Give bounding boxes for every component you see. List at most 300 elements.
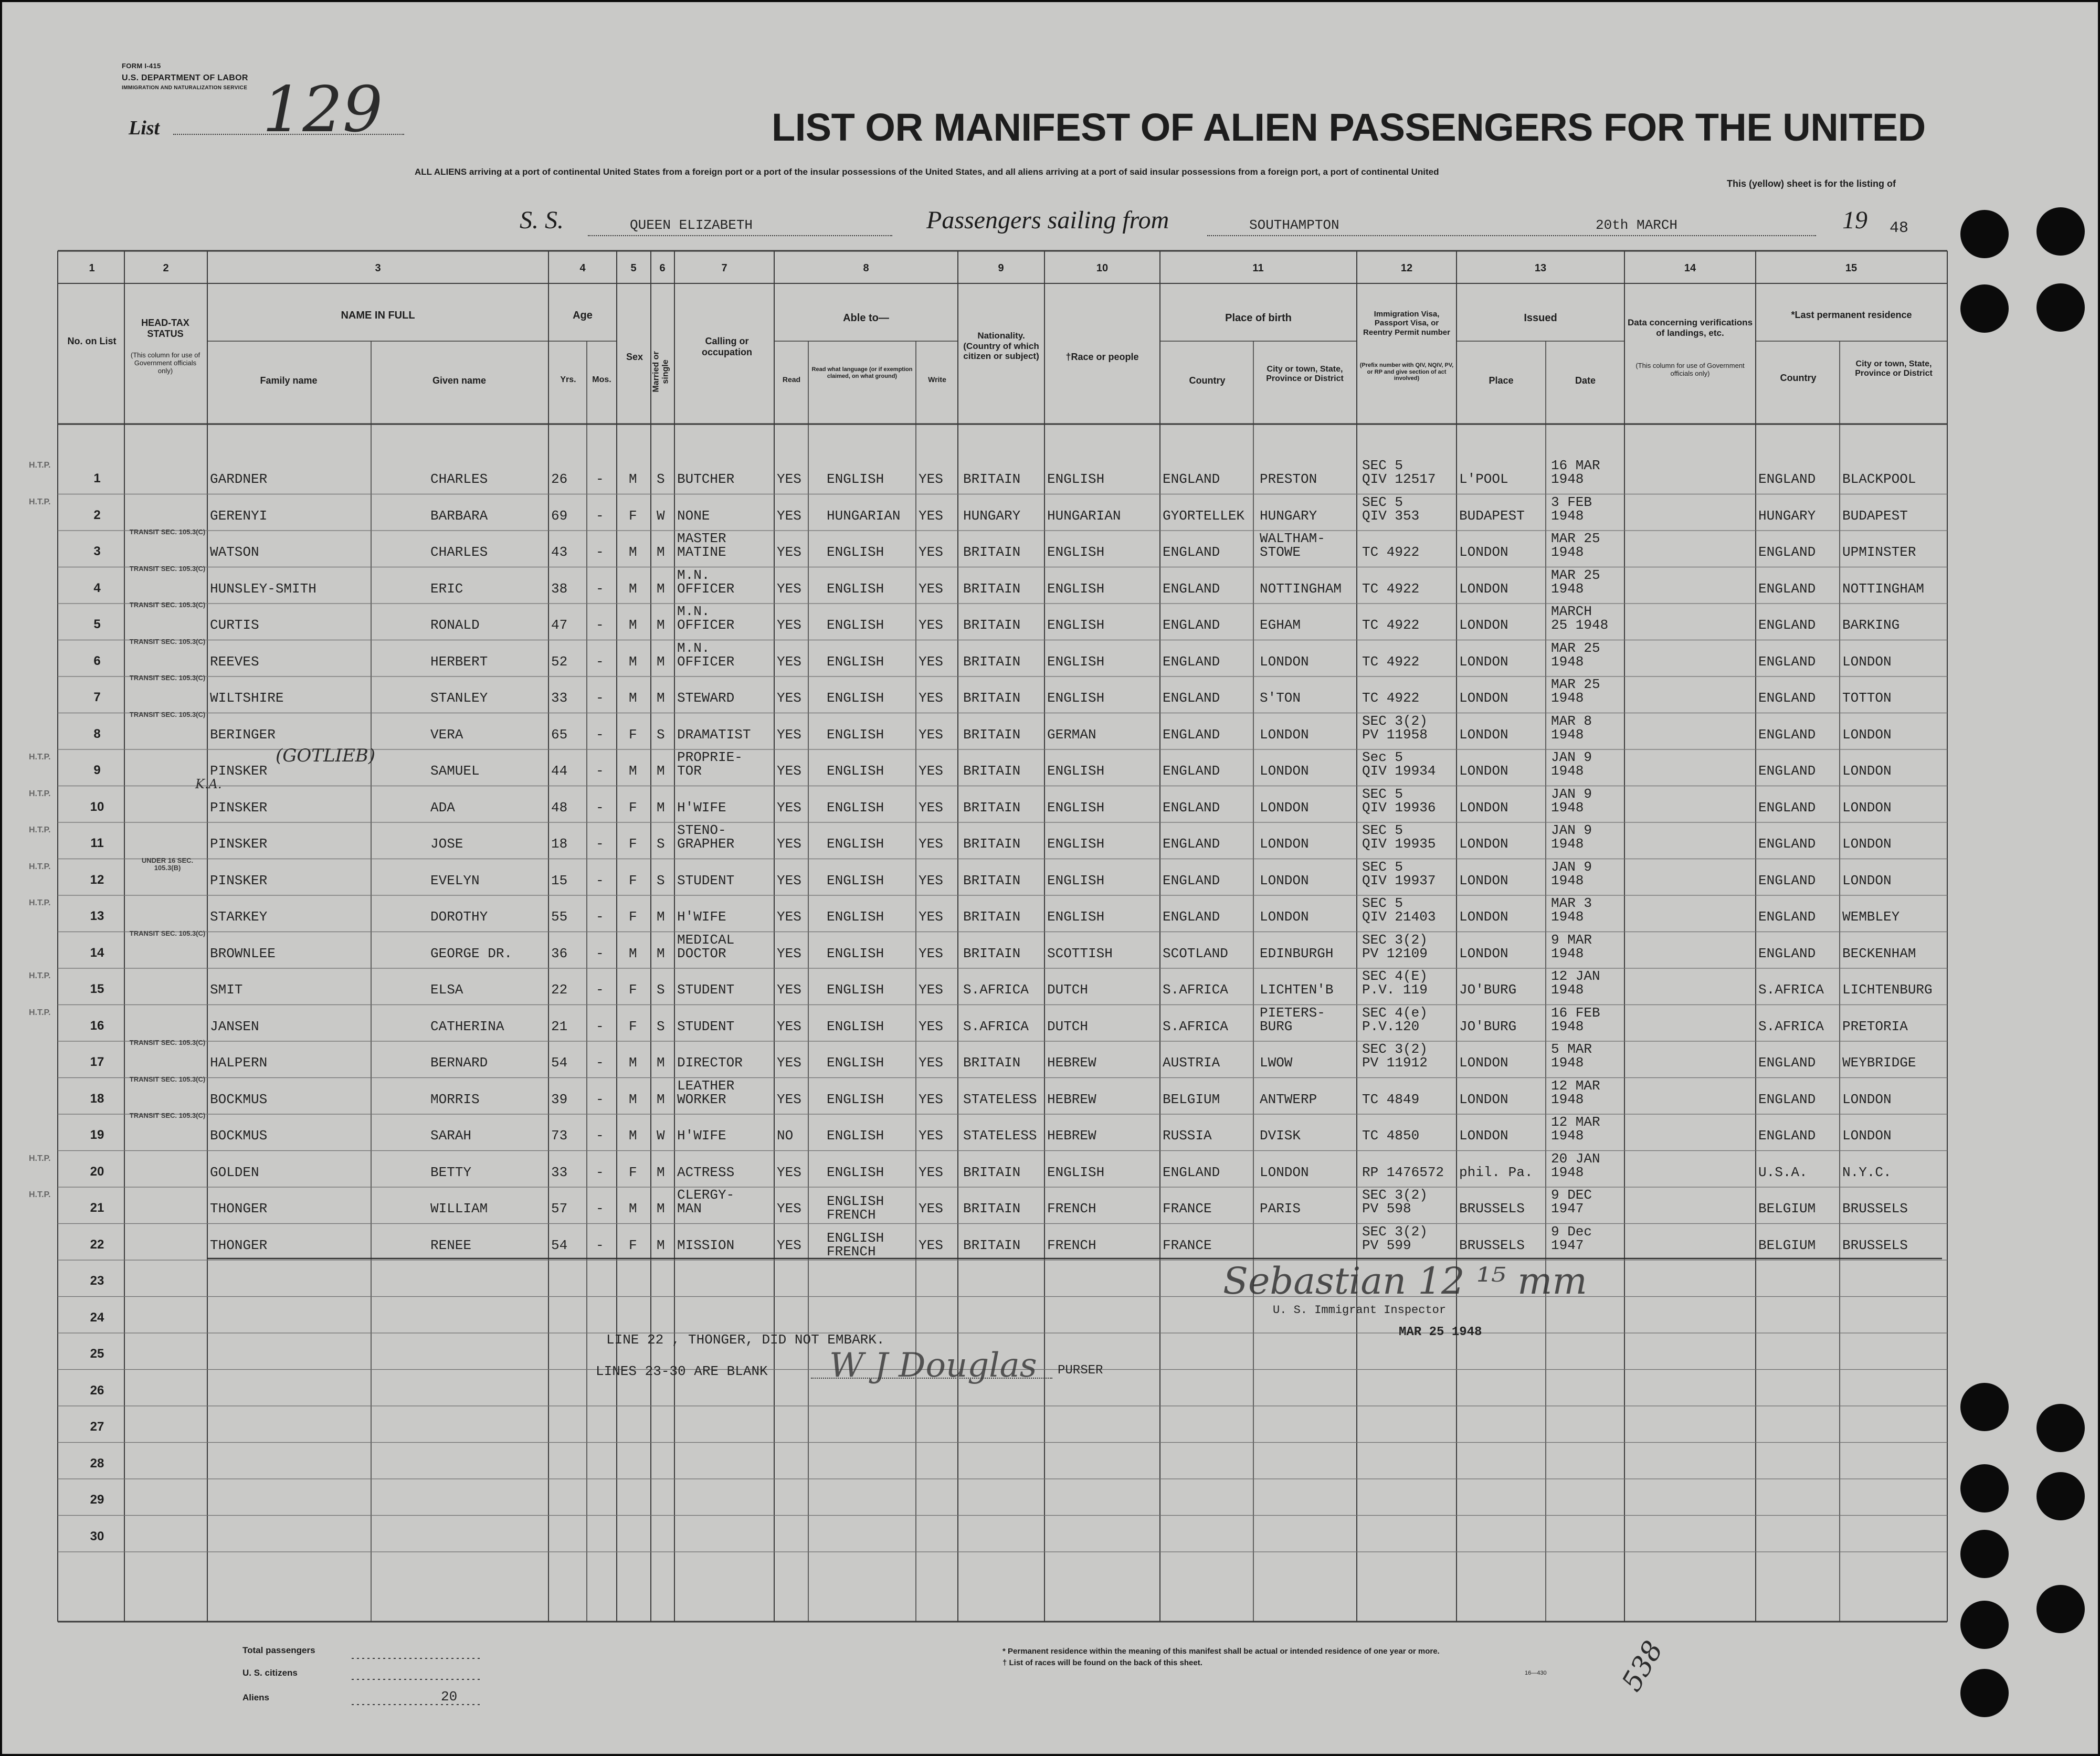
birth-city-line-2: BURG <box>1260 1018 1293 1034</box>
occupation-line-2: MAN <box>677 1201 702 1216</box>
read-language: ENGLISH <box>827 836 884 852</box>
can-write: YES <box>919 1055 943 1071</box>
birth-city: DVISK <box>1260 1128 1301 1144</box>
sex: M <box>629 617 637 633</box>
residence-country: ENGLAND <box>1758 580 1816 597</box>
nationality: BRITAIN <box>963 471 1021 487</box>
sex: M <box>629 580 637 597</box>
birth-city: LONDON <box>1260 1164 1309 1180</box>
occupation-line-2: DOCTOR <box>677 945 726 961</box>
family-name: REEVES <box>210 653 259 670</box>
marital-status: M <box>657 653 665 670</box>
can-write: YES <box>919 945 943 961</box>
sex: M <box>629 544 637 560</box>
residence-city: BRUSSELS <box>1842 1201 1908 1216</box>
residence-country: ENGLAND <box>1758 617 1816 633</box>
issued-year: 1948 <box>1551 763 1584 779</box>
punch-hole <box>1960 1383 2009 1431</box>
issued-year: 1948 <box>1551 1018 1584 1034</box>
marital-status: M <box>657 690 665 706</box>
can-write: YES <box>919 1091 943 1107</box>
head-tax-paid-stamp: H.T.P. <box>29 1154 51 1163</box>
birth-country: ENGLAND <box>1163 872 1220 888</box>
read-language: ENGLISH <box>827 690 884 706</box>
departure-port: SOUTHAMPTON <box>1249 217 1339 233</box>
visa-number: QIV 19935 <box>1362 836 1436 852</box>
race: DUTCH <box>1047 982 1089 998</box>
birth-country: BELGIUM <box>1163 1091 1220 1107</box>
visa-number: QIV 19936 <box>1362 799 1436 816</box>
birth-country: SCOTLAND <box>1163 945 1228 961</box>
issued-year: 1948 <box>1551 1164 1584 1180</box>
age-months: - <box>596 982 604 998</box>
nationality: BRITAIN <box>963 690 1021 706</box>
can-read: YES <box>777 1091 801 1107</box>
nationality: BRITAIN <box>963 1055 1021 1071</box>
read-language: ENGLISH <box>827 580 884 597</box>
occupation: DIRECTOR <box>677 1055 743 1071</box>
read-language: ENGLISH <box>827 1230 884 1246</box>
visa-number: TC 4922 <box>1362 690 1420 706</box>
occupation: ACTRESS <box>677 1164 735 1180</box>
nationality: BRITAIN <box>963 763 1021 779</box>
can-write: YES <box>919 544 943 560</box>
row-number: 5 <box>93 617 101 631</box>
birth-country: FRANCE <box>1163 1201 1212 1216</box>
column-number-2: 2 <box>163 262 169 274</box>
residence-city: BRUSSELS <box>1842 1237 1908 1253</box>
annotation-gotlieb: (GOTLIEB) <box>276 745 376 766</box>
marital-status: M <box>657 763 665 779</box>
age-months: - <box>596 617 604 633</box>
can-read: YES <box>777 544 801 560</box>
residence-country: ENGLAND <box>1758 872 1816 888</box>
birth-country: ENGLAND <box>1163 909 1220 925</box>
age-months: - <box>596 799 604 816</box>
row-number: 6 <box>93 653 101 668</box>
instruction-line-1: ALL ALIENS arriving at a port of continental United States from a foreign port or a port of the insular possessions of the United States, and all aliens arriving at a port of said insular possessions from a foreign port, a port of continental United <box>415 167 1439 177</box>
did-not-embark-note: LINE 22 , THONGER, DID NOT EMBARK. <box>606 1332 885 1348</box>
head-tax-paid-stamp: H.T.P. <box>29 461 51 470</box>
year-prefix: 19 <box>1842 206 1867 234</box>
header-issued-place: Place <box>1489 375 1514 386</box>
column-number-14: 14 <box>1684 262 1696 274</box>
birth-country: ENGLAND <box>1163 617 1220 633</box>
family-name: BOCKMUS <box>210 1128 268 1144</box>
sex: M <box>629 1201 637 1216</box>
header-verifications-note: (This column for use of Government officials only) <box>1635 362 1745 377</box>
column-number-6: 6 <box>659 262 666 274</box>
can-write: YES <box>919 799 943 816</box>
read-language: ENGLISH <box>827 982 884 998</box>
age-months: - <box>596 1237 604 1253</box>
marital-status: M <box>657 799 665 816</box>
row-number: 8 <box>93 726 101 741</box>
issued-place: phil. Pa. <box>1459 1164 1533 1180</box>
read-language: ENGLISH <box>827 1055 884 1071</box>
can-write: YES <box>919 1237 943 1253</box>
given-name: VERA <box>430 726 463 743</box>
birth-country: FRANCE <box>1163 1237 1212 1253</box>
age-years: 54 <box>551 1055 568 1071</box>
age-months: - <box>596 1055 604 1071</box>
column-number-7: 7 <box>721 262 727 274</box>
head-tax-status-stamp: TRANSIT SEC. 105.3(C) <box>129 929 206 937</box>
birth-country: ENGLAND <box>1163 544 1220 560</box>
birth-country: S.AFRICA <box>1163 1018 1228 1034</box>
issued-place: LONDON <box>1459 909 1508 925</box>
can-write: YES <box>919 1164 943 1180</box>
occupation: DRAMATIST <box>677 726 751 743</box>
row-number: 11 <box>90 836 104 850</box>
sex: F <box>629 799 637 816</box>
can-read: YES <box>777 690 801 706</box>
header-head-tax-note: (This column for use of Government officials only) <box>130 351 200 375</box>
residence-city: LICHTENBURG <box>1842 982 1933 998</box>
punch-hole <box>1960 210 2009 258</box>
occupation-line-2: OFFICER <box>677 653 735 670</box>
visa-number: P.V. 119 <box>1362 982 1428 998</box>
birth-city: WALTHAM- <box>1260 531 1325 546</box>
age-years: 22 <box>551 982 568 998</box>
page-mark: 538 <box>1616 1636 1670 1697</box>
visa-number: QIV 19937 <box>1362 872 1436 888</box>
issued-year: 1948 <box>1551 726 1584 743</box>
race: ENGLISH <box>1047 617 1105 633</box>
issued-place: LONDON <box>1459 1055 1508 1071</box>
family-name: HUNSLEY-SMITH <box>210 580 316 597</box>
column-number-11: 11 <box>1252 262 1264 274</box>
visa-number: QIV 12517 <box>1362 471 1436 487</box>
given-name: ELSA <box>430 982 463 998</box>
family-name: CURTIS <box>210 617 259 633</box>
issued-place: LONDON <box>1459 763 1508 779</box>
issued-date: MARCH <box>1551 604 1592 619</box>
head-tax-status-stamp: TRANSIT SEC. 105.3(C) <box>129 528 206 536</box>
marital-status: M <box>657 1055 665 1071</box>
birth-city: EGHAM <box>1260 617 1301 633</box>
read-language: ENGLISH <box>827 1091 884 1107</box>
header-birth-country: Country <box>1189 375 1226 386</box>
age-years: 38 <box>551 580 568 597</box>
issued-date: 9 Dec <box>1551 1223 1592 1240</box>
age-years: 73 <box>551 1128 568 1144</box>
age-months: - <box>596 544 604 560</box>
visa-number: QIV 19934 <box>1362 763 1436 779</box>
can-write: YES <box>919 982 943 998</box>
issued-date: 9 MAR <box>1551 932 1592 948</box>
given-name: BERNARD <box>430 1055 488 1071</box>
visa-section: SEC 5 <box>1362 786 1403 802</box>
residence-country: ENGLAND <box>1758 690 1816 706</box>
occupation-line-2: GRAPHER <box>677 836 735 852</box>
blank-row-number: 26 <box>90 1383 104 1398</box>
age-months: - <box>596 763 604 779</box>
race: ENGLISH <box>1047 909 1105 925</box>
visa-number: TC 4922 <box>1362 653 1420 670</box>
birth-city: LONDON <box>1260 872 1309 888</box>
issued-place: JO'BURG <box>1459 1018 1517 1034</box>
issued-date: MAR 3 <box>1551 895 1592 911</box>
can-read: YES <box>777 1164 801 1180</box>
purser-signature: W J Douglas <box>829 1346 1037 1385</box>
family-name: BERINGER <box>210 726 276 743</box>
purser-label: PURSER <box>1058 1363 1103 1378</box>
blank-row-number: 25 <box>90 1347 104 1361</box>
row-number: 21 <box>90 1201 104 1215</box>
residence-city: BECKENHAM <box>1842 945 1916 961</box>
age-months: - <box>596 1128 604 1144</box>
residence-city: BLACKPOOL <box>1842 471 1916 487</box>
residence-city: LONDON <box>1842 836 1892 852</box>
marital-status: S <box>657 872 665 888</box>
race: DUTCH <box>1047 1018 1089 1034</box>
row-number: 9 <box>93 763 101 777</box>
issued-place: LONDON <box>1459 1091 1508 1107</box>
issued-year: 1948 <box>1551 909 1584 925</box>
residence-city: LONDON <box>1842 799 1892 816</box>
can-read: YES <box>777 507 801 524</box>
header-visa: Immigration Visa, Passport Visa, or Reentry Permit number <box>1363 310 1450 337</box>
race: ENGLISH <box>1047 1164 1105 1180</box>
marital-status: M <box>657 580 665 597</box>
sex: F <box>629 836 637 852</box>
can-write: YES <box>919 471 943 487</box>
row-number: 10 <box>90 799 104 814</box>
race: HEBREW <box>1047 1091 1096 1107</box>
sex: M <box>629 653 637 670</box>
can-write: YES <box>919 836 943 852</box>
issued-place: LONDON <box>1459 690 1508 706</box>
given-name: DOROTHY <box>430 909 488 925</box>
read-language: ENGLISH <box>827 799 884 816</box>
residence-country: ENGLAND <box>1758 945 1816 961</box>
can-read: YES <box>777 580 801 597</box>
header-age-yrs: Yrs. <box>560 375 576 384</box>
occupation-line-2: WORKER <box>677 1091 726 1107</box>
head-tax-status-stamp: TRANSIT SEC. 105.3(C) <box>129 1075 206 1083</box>
row-number: 14 <box>90 945 104 960</box>
read-language: ENGLISH <box>827 872 884 888</box>
occupation: STEWARD <box>677 690 735 706</box>
blank-row-number: 30 <box>90 1529 104 1543</box>
visa-number: PV 598 <box>1362 1201 1411 1216</box>
race: ENGLISH <box>1047 471 1105 487</box>
blank-lines-note: LINES 23-30 ARE BLANK <box>596 1363 768 1379</box>
marital-status: M <box>657 544 665 560</box>
issued-year: 1948 <box>1551 690 1584 706</box>
given-name: BETTY <box>430 1164 472 1180</box>
age-months: - <box>596 909 604 925</box>
nationality: BRITAIN <box>963 799 1021 816</box>
visa-number: TC 4850 <box>1362 1128 1420 1144</box>
can-read: YES <box>777 982 801 998</box>
head-tax-paid-stamp: H.T.P. <box>29 971 51 980</box>
can-read: YES <box>777 653 801 670</box>
inspector-signature: Sebastian 12 ¹⁵ mm <box>1223 1260 1587 1303</box>
family-name: BOCKMUS <box>210 1091 268 1107</box>
birth-city: LONDON <box>1260 836 1309 852</box>
age-months: - <box>596 945 604 961</box>
row-number: 2 <box>93 507 101 522</box>
age-months: - <box>596 1018 604 1034</box>
birth-city: S'TON <box>1260 690 1301 706</box>
family-name: SMIT <box>210 982 243 998</box>
header-issued: Issued <box>1524 312 1557 324</box>
visa-section: SEC 3(2) <box>1362 1187 1428 1203</box>
residence-country: ENGLAND <box>1758 799 1816 816</box>
visa-number: QIV 21403 <box>1362 909 1436 925</box>
issued-date: 20 JAN <box>1551 1150 1600 1167</box>
nationality: S.AFRICA <box>963 982 1029 998</box>
marital-status: S <box>657 726 665 743</box>
service-label: IMMIGRATION AND NATURALIZATION SERVICE <box>122 85 248 91</box>
issued-place: LONDON <box>1459 799 1508 816</box>
race: ENGLISH <box>1047 872 1105 888</box>
can-read: YES <box>777 726 801 743</box>
read-language: ENGLISH <box>827 909 884 925</box>
age-years: 26 <box>551 471 568 487</box>
header-nationality: Nationality. (Country of which citizen or subject) <box>963 331 1039 362</box>
issued-place: LONDON <box>1459 872 1508 888</box>
ss-label: S. S. <box>520 206 564 234</box>
issued-place: LONDON <box>1459 653 1508 670</box>
nationality: BRITAIN <box>963 1237 1021 1253</box>
residence-city: N.Y.C. <box>1842 1164 1892 1180</box>
issued-year: 1948 <box>1551 982 1584 998</box>
residence-country: BELGIUM <box>1758 1201 1816 1216</box>
nationality: BRITAIN <box>963 653 1021 670</box>
race: HEBREW <box>1047 1128 1096 1144</box>
given-name: ERIC <box>430 580 463 597</box>
nationality: BRITAIN <box>963 580 1021 597</box>
issued-place: LONDON <box>1459 836 1508 852</box>
row-number: 16 <box>90 1018 104 1033</box>
birth-country: ENGLAND <box>1163 580 1220 597</box>
occupation: STUDENT <box>677 1018 735 1034</box>
column-number-10: 10 <box>1096 262 1109 274</box>
column-number-12: 12 <box>1400 262 1413 274</box>
given-name: ADA <box>430 799 455 816</box>
visa-number: TC 4922 <box>1362 544 1420 560</box>
column-number-15: 15 <box>1845 262 1858 274</box>
form-number: FORM I-415 <box>122 62 161 70</box>
visa-number: PV 11912 <box>1362 1055 1428 1071</box>
age-years: 15 <box>551 872 568 888</box>
column-number-9: 9 <box>998 262 1004 274</box>
header-sex: Sex <box>626 352 643 362</box>
residence-city: WEYBRIDGE <box>1842 1055 1916 1071</box>
column-number-5: 5 <box>630 262 637 274</box>
occupation-line-2: OFFICER <box>677 580 735 597</box>
occupation: M.N. <box>677 567 710 583</box>
issued-place: LONDON <box>1459 544 1508 560</box>
issued-place: BRUSSELS <box>1459 1201 1525 1216</box>
age-months: - <box>596 653 604 670</box>
age-months: - <box>596 726 604 743</box>
occupation-line-2: OFFICER <box>677 617 735 633</box>
age-years: 54 <box>551 1237 568 1253</box>
list-label: List <box>129 117 160 139</box>
head-tax-paid-stamp: H.T.P. <box>29 1190 51 1199</box>
given-name: SAMUEL <box>430 763 480 779</box>
head-tax-paid-stamp: H.T.P. <box>29 1008 51 1017</box>
occupation: BUTCHER <box>677 471 735 487</box>
race: ENGLISH <box>1047 690 1105 706</box>
visa-number: TC 4922 <box>1362 617 1420 633</box>
residence-city: WEMBLEY <box>1842 909 1900 925</box>
can-write: YES <box>919 1018 943 1034</box>
issued-year: 1948 <box>1551 1055 1584 1071</box>
header-issued-date: Date <box>1575 375 1596 386</box>
issued-year: 1948 <box>1551 1091 1584 1107</box>
sailing-label: Passengers sailing from <box>926 206 1169 234</box>
family-name: GARDNER <box>210 471 268 487</box>
nationality: HUNGARY <box>963 507 1021 524</box>
read-language: ENGLISH <box>827 1128 884 1144</box>
aliens-label: Aliens <box>242 1692 270 1702</box>
race: FRENCH <box>1047 1237 1096 1253</box>
given-name: JOSE <box>430 836 463 852</box>
occupation: H'WIFE <box>677 799 726 816</box>
list-number: 129 <box>262 73 383 146</box>
nationality: BRITAIN <box>963 544 1021 560</box>
read-language: ENGLISH <box>827 763 884 779</box>
issued-date: JAN 9 <box>1551 786 1592 802</box>
marital-status: S <box>657 1018 665 1034</box>
header-given-name: Given name <box>432 375 487 386</box>
given-name: WILLIAM <box>430 1201 488 1216</box>
nationality: BRITAIN <box>963 836 1021 852</box>
birth-country: ENGLAND <box>1163 1164 1220 1180</box>
us-citizens-label: U. S. citizens <box>242 1668 298 1678</box>
read-language: ENGLISH <box>827 471 884 487</box>
header-no-on-list: No. on List <box>67 336 117 346</box>
birth-city: LONDON <box>1260 909 1309 925</box>
birth-country: AUSTRIA <box>1163 1055 1220 1071</box>
birth-country: ENGLAND <box>1163 799 1220 816</box>
occupation: STUDENT <box>677 872 735 888</box>
occupation: MEDICAL <box>677 932 735 948</box>
header-age: Age <box>573 310 593 321</box>
issued-year: 1948 <box>1551 653 1584 670</box>
marital-status: M <box>657 1164 665 1180</box>
birth-country: ENGLAND <box>1163 763 1220 779</box>
residence-city: BUDAPEST <box>1842 507 1908 524</box>
birth-city: HUNGARY <box>1260 507 1317 524</box>
head-tax-paid-stamp: H.T.P. <box>29 753 51 761</box>
age-months: - <box>596 1164 604 1180</box>
sex: F <box>629 1237 637 1253</box>
read-language: ENGLISH <box>827 544 884 560</box>
marital-status: M <box>657 617 665 633</box>
head-tax-status-stamp: TRANSIT SEC. 105.3(C) <box>129 710 206 718</box>
residence-city: UPMINSTER <box>1842 544 1916 560</box>
marital-status: M <box>657 1237 665 1253</box>
given-name: CATHERINA <box>430 1018 504 1034</box>
occupation: H'WIFE <box>677 1128 726 1144</box>
row-number: 1 <box>93 471 101 485</box>
issued-place: LONDON <box>1459 726 1508 743</box>
sex: F <box>629 507 637 524</box>
visa-section: SEC 3(2) <box>1362 713 1428 729</box>
header-read: Read <box>782 375 801 384</box>
head-tax-status-stamp: TRANSIT SEC. 105.3(C) <box>129 1112 206 1119</box>
birth-country: ENGLAND <box>1163 471 1220 487</box>
visa-section: SEC 5 <box>1362 458 1403 473</box>
can-write: YES <box>919 763 943 779</box>
birth-city-line-2: STOWE <box>1260 544 1301 560</box>
